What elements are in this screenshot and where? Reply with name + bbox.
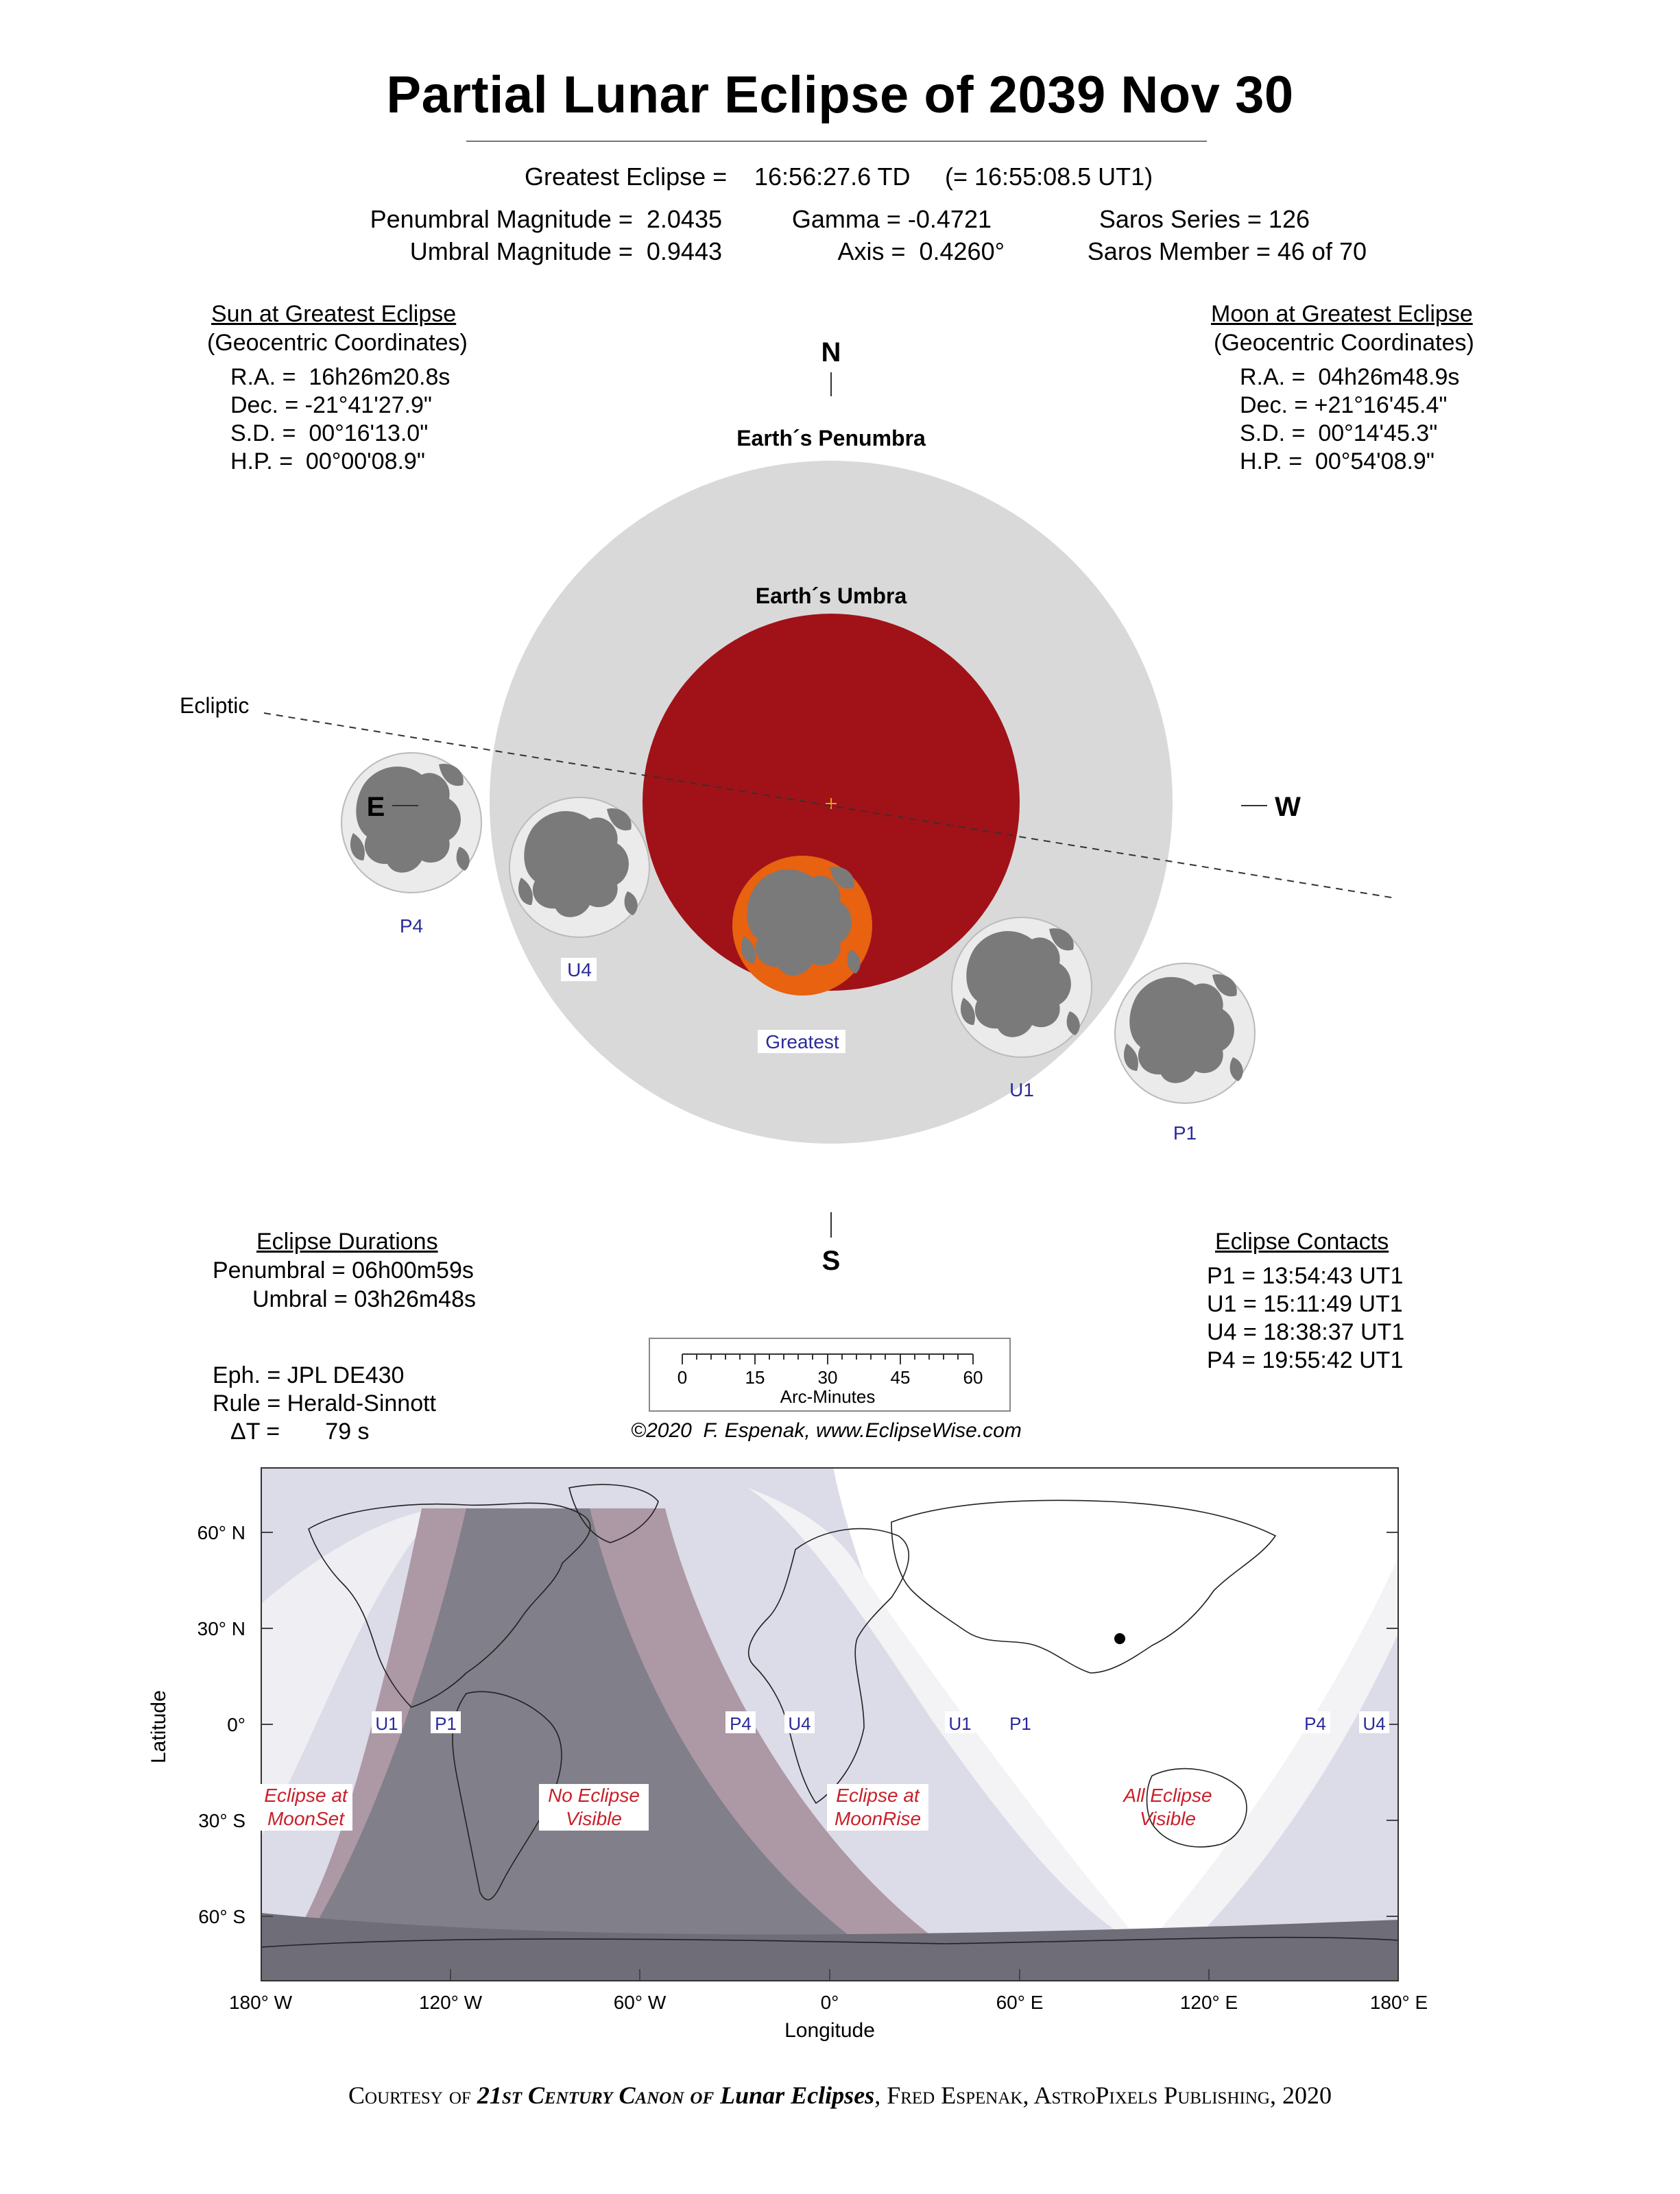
sun-sd: S.D. = 00°16'13.0" (230, 420, 429, 446)
map-u4-mid: U4 (788, 1713, 811, 1734)
greatest-eclipse-ut: (= 16:55:08.5 UT1) (945, 162, 1153, 191)
map-p1-west: P1 (435, 1713, 457, 1734)
lon-120e: 120° E (1179, 1992, 1238, 2013)
sun-dec: Dec. = -21°41'27.9" (230, 392, 432, 418)
eclipse-diagram (0, 315, 1680, 1289)
delta-t: ΔT = 79 s (230, 1419, 370, 1445)
lat-30n: 30° N (197, 1618, 245, 1639)
scale-tick-30: 30 (817, 1367, 838, 1388)
footer-author: , Fred Espenak, AstroPixels Publishing, 2020 (874, 2082, 1332, 2109)
east-marker: E (366, 792, 385, 822)
lon-180w: 180° W (228, 1992, 293, 2013)
scale-tick-0: 0 (677, 1367, 688, 1388)
sun-subheading: (Geocentric Coordinates) (207, 330, 468, 356)
footer-credit (0, 2081, 1680, 2110)
visibility-map (261, 1467, 1399, 1981)
moon-u1 (952, 917, 1092, 1057)
moon-greatest (732, 856, 872, 996)
lat-60n: 60° N (197, 1522, 245, 1543)
lon-180e: 180° E (1369, 1992, 1428, 2013)
moon-ra: R.A. = 04h26m48.9s (1240, 364, 1460, 390)
map-u1-west: U1 (375, 1713, 398, 1734)
ephemeris: Eph. = JPL DE430 (213, 1362, 405, 1388)
lat-0: 0° (227, 1714, 245, 1735)
map-u1-east: U1 (948, 1713, 972, 1734)
label-eclipse-at-moonrise: Eclipse at MoonRise (827, 1784, 928, 1831)
moon-p4 (341, 753, 481, 893)
page-title: Partial Lunar Eclipse of 2039 Nov 30 (386, 66, 1294, 124)
moon-heading: Moon at Greatest Eclipse (1211, 301, 1473, 327)
greatest-eclipse-label: Greatest Eclipse = (525, 162, 728, 191)
title-divider (466, 141, 1207, 142)
lon-60w: 60° W (613, 1992, 667, 2013)
moon-hp: H.P. = 00°54'08.9" (1240, 448, 1435, 474)
contact-p1: P1 = 13:54:43 UT1 (1207, 1263, 1404, 1289)
sun-hp: H.P. = 00°00'08.9" (230, 448, 425, 474)
moon-sd: S.D. = 00°14'45.3" (1240, 420, 1438, 446)
scale-tick-45: 45 (890, 1367, 911, 1388)
label-eclipse-at-moonset: Eclipse at MoonSet (259, 1784, 352, 1831)
label-all-eclipse-visible: All Eclipse Visible (1123, 1785, 1212, 1829)
moon-dec: Dec. = +21°16'45.4" (1240, 392, 1448, 418)
lon-60e: 60° E (996, 1992, 1044, 2013)
penumbra-label: Earth´s Penumbra (736, 426, 926, 450)
sun-heading: Sun at Greatest Eclipse (211, 301, 457, 327)
label-u1: U1 (1009, 1079, 1034, 1100)
lon-120w: 120° W (418, 1992, 483, 2013)
map-u4-east: U4 (1363, 1713, 1386, 1734)
penumbral-magnitude: Penumbral Magnitude = 2.0435 (370, 205, 722, 233)
label-p1: P1 (1173, 1122, 1197, 1144)
contacts-heading: Eclipse Contacts (1215, 1229, 1389, 1255)
greatest-eclipse-td: 16:56:27.6 TD (754, 162, 911, 191)
contact-u4: U4 = 18:38:37 UT1 (1207, 1319, 1405, 1345)
rule: Rule = Herald-Sinnott (213, 1390, 437, 1417)
label-greatest: Greatest (765, 1031, 839, 1052)
contact-p4: P4 = 19:55:42 UT1 (1207, 1347, 1404, 1373)
greatest-eclipse-point (1114, 1633, 1125, 1644)
west-marker: W (1275, 792, 1301, 822)
lat-30s: 30° S (198, 1810, 245, 1831)
axis-value: Axis = 0.4260° (837, 237, 1005, 265)
map-p1-east: P1 (1009, 1713, 1031, 1734)
footer-book: Lunar Eclipses (720, 2082, 875, 2109)
duration-penumbral: Penumbral = 06h00m59s (213, 1257, 474, 1283)
gamma-value: Gamma = -0.4721 (791, 205, 992, 233)
south-marker: S (821, 1246, 841, 1276)
label-u4: U4 (567, 959, 592, 980)
ecliptic-label: Ecliptic (180, 693, 250, 718)
moon-u4 (509, 797, 649, 937)
map-p4-east: P4 (1304, 1713, 1326, 1734)
duration-umbral: Umbral = 03h26m48s (252, 1286, 477, 1312)
label-no-eclipse-visible: No Eclipse Visible (539, 1784, 649, 1831)
map-xlabel: Longitude (784, 2019, 875, 2042)
copyright: ©2020 F. Espenak, www.EclipseWise.com (631, 1419, 1022, 1442)
moon-p1 (1115, 963, 1255, 1103)
footer-century: 21st Century Canon of (477, 2082, 715, 2109)
scale-label: Arc-Minutes (780, 1386, 876, 1407)
map-p4-mid: P4 (730, 1713, 752, 1734)
scale-tick-15: 15 (745, 1367, 765, 1388)
saros-member: Saros Member = 46 of 70 (1087, 237, 1367, 265)
lon-0: 0° (820, 1992, 839, 2013)
map-ylabel: Latitude (147, 1690, 170, 1763)
scale-bar (648, 1337, 1011, 1412)
contact-u1: U1 = 15:11:49 UT1 (1207, 1291, 1403, 1317)
lat-60s: 60° S (198, 1906, 245, 1927)
saros-series: Saros Series = 126 (1099, 205, 1310, 233)
umbral-magnitude: Umbral Magnitude = 0.9443 (409, 237, 722, 265)
scale-tick-60: 60 (963, 1367, 983, 1388)
label-p4: P4 (399, 915, 424, 937)
umbra-label: Earth´s Umbra (755, 583, 907, 608)
moon-subheading: (Geocentric Coordinates) (1214, 330, 1474, 356)
north-marker: N (821, 337, 841, 367)
sun-ra: R.A. = 16h26m20.8s (230, 364, 451, 390)
footer-courtesy: Courtesy of (348, 2082, 471, 2109)
durations-heading: Eclipse Durations (256, 1229, 438, 1255)
